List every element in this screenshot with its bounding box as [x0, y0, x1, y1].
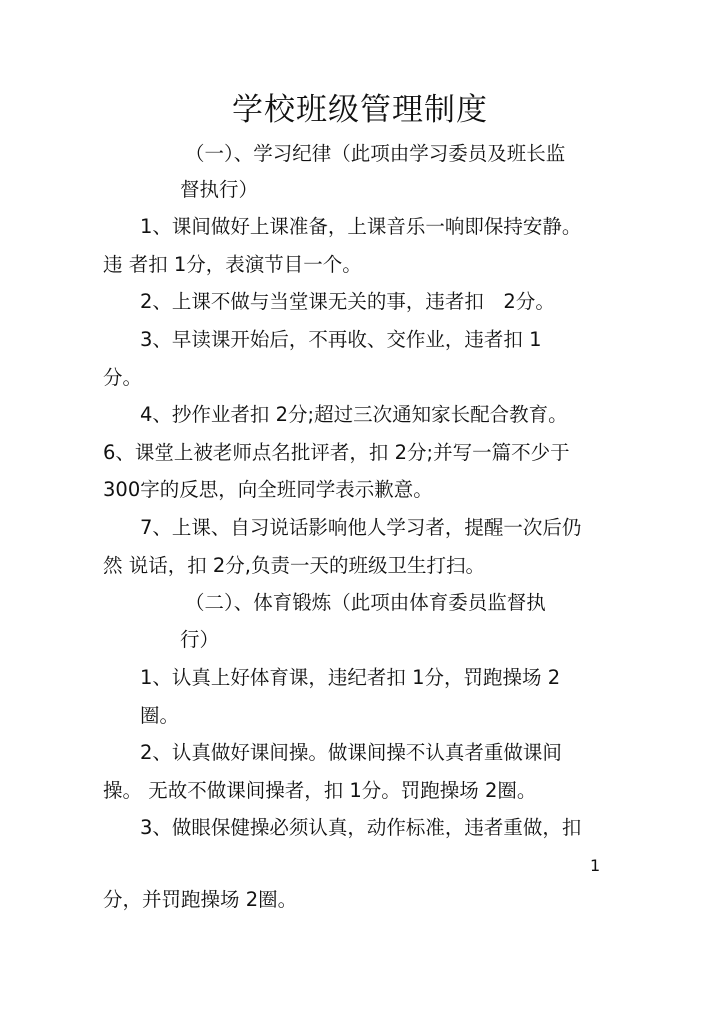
paragraph-line: 300字的反思，向全班同学表示歉意。: [103, 478, 433, 501]
paragraph-line: 1、课间做好上课准备，上课音乐一响即保持安静。: [140, 215, 582, 238]
paragraph-line: 1: [590, 856, 601, 875]
paragraph-line: 操。 无故不做课间操者，扣 1分。罚跑操场 2圈。: [103, 779, 537, 802]
paragraph-line: 3、早读课开始后，不再收、交作业，违者扣 1: [140, 328, 542, 351]
paragraph-line: 分，并罚跑操场 2圈。: [103, 888, 298, 911]
paragraph-line: 分。: [103, 366, 143, 389]
section-heading-1: （一）、学习纪律（此项由学习委员及班长监: [185, 142, 566, 165]
paragraph-line: 6、课堂上被老师点名批评者，扣 2分;并写一篇不少于: [103, 441, 570, 464]
section-heading-2: （二）、体育锻炼（此项由体育委员监督执: [185, 591, 546, 614]
paragraph-line: 2、上课不做与当堂课无关的事，违者扣 2分。: [140, 290, 555, 313]
paragraph-line: 4、抄作业者扣 2分;超过三次通知家长配合教育。: [140, 403, 568, 426]
paragraph-line: 2、认真做好课间操。做课间操不认真者重做课间: [140, 741, 562, 764]
paragraph-line: 违 者扣 1分，表演节目一个。: [103, 253, 362, 276]
paragraph-line: 3、做眼保健操必须认真，动作标准，违者重做，扣: [140, 816, 582, 839]
document-title: 学校班级管理制度: [232, 92, 488, 128]
paragraph-line: 7、上课、自习说话影响他人学习者，提醒一次后仍: [140, 516, 582, 539]
section-heading-2-cont: 行）: [180, 628, 220, 651]
paragraph-line: 1、认真上好体育课，违纪者扣 1分，罚跑操场 2: [140, 666, 561, 689]
section-heading-1-cont: 督执行）: [180, 178, 259, 201]
paragraph-line: 然 说话，扣 2分,负责一天的班级卫生打扫。: [103, 554, 486, 577]
paragraph-line: 圈。: [140, 704, 180, 727]
